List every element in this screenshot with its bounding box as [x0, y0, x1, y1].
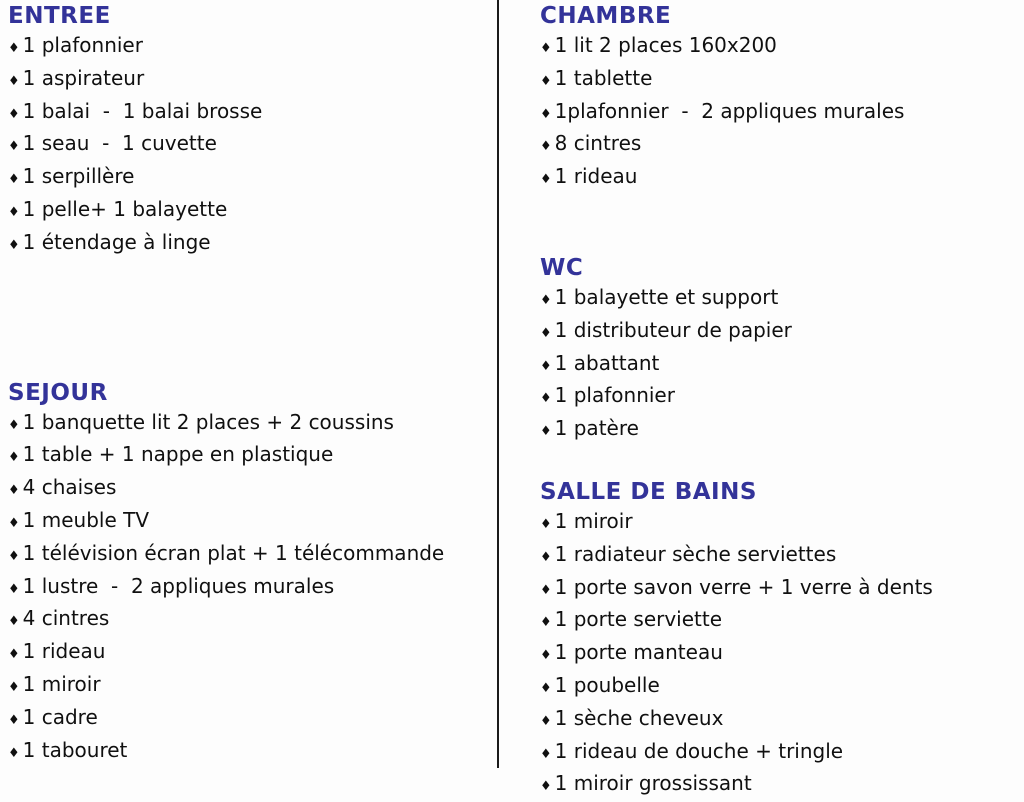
item-label: 1plafonnier - 2 appliques murales — [554, 98, 905, 123]
section-salle-de-bains — [540, 477, 1016, 802]
section-entree — [8, 1, 486, 261]
inventory-item — [8, 162, 486, 195]
section-title: CHAMBRE — [540, 3, 672, 29]
inventory-item — [8, 440, 486, 473]
diamond-bullet-icon: ♦ — [8, 237, 20, 253]
diamond-bullet-icon: ♦ — [540, 139, 552, 155]
inventory-item — [8, 604, 486, 637]
item-label: 4 cintres — [22, 606, 110, 631]
item-list — [540, 283, 1016, 447]
item-label: 1 rideau de douche + tringle — [554, 738, 844, 763]
item-label: 1 miroir grossissant — [554, 771, 752, 796]
inventory-item — [540, 381, 1016, 414]
diamond-bullet-icon: ♦ — [8, 548, 20, 564]
diamond-bullet-icon: ♦ — [540, 325, 552, 341]
item-list — [540, 31, 1016, 195]
item-label: 1 rideau — [22, 639, 106, 664]
item-label: 1 patère — [554, 416, 639, 441]
item-label: 1 distributeur de papier — [554, 317, 792, 342]
inventory-item — [540, 507, 1016, 540]
diamond-bullet-icon: ♦ — [8, 450, 20, 466]
section-title: ENTREE — [8, 3, 111, 29]
item-label: 1 porte manteau — [554, 640, 723, 665]
diamond-bullet-icon: ♦ — [8, 679, 20, 695]
inventory-item — [540, 316, 1016, 349]
section-wc — [540, 253, 1016, 447]
item-list — [8, 408, 486, 769]
diamond-bullet-icon: ♦ — [8, 712, 20, 728]
item-label: 1 cadre — [22, 704, 98, 729]
diamond-bullet-icon: ♦ — [8, 417, 20, 433]
section-title: SALLE DE BAINS — [540, 478, 757, 505]
section-title: SEJOUR — [8, 379, 108, 406]
column-left — [8, 1, 486, 768]
diamond-bullet-icon: ♦ — [540, 615, 552, 631]
item-label: 1 plafonnier — [22, 33, 143, 57]
inventory-item — [540, 671, 1016, 704]
diamond-bullet-icon: ♦ — [540, 713, 552, 729]
diamond-bullet-icon: ♦ — [8, 614, 20, 630]
item-list — [8, 31, 486, 261]
item-label: 1 aspirateur — [22, 65, 145, 90]
diamond-bullet-icon: ♦ — [540, 648, 552, 664]
diamond-bullet-icon: ♦ — [8, 483, 20, 499]
item-label: 1 miroir — [22, 671, 101, 696]
diamond-bullet-icon: ♦ — [540, 424, 552, 440]
item-label: 4 chaises — [22, 475, 117, 500]
column-right — [540, 1, 1016, 802]
item-label: 1 balayette et support — [554, 284, 779, 309]
item-label: 1 serpillère — [22, 164, 135, 189]
item-list — [540, 507, 1016, 802]
item-label: 1 étendage à linge — [22, 229, 211, 254]
item-label: 1 abattant — [554, 350, 660, 375]
inventory-item — [540, 97, 1016, 130]
inventory-item — [540, 540, 1016, 573]
inventory-item — [8, 670, 486, 703]
diamond-bullet-icon: ♦ — [8, 581, 20, 597]
inventory-item — [540, 283, 1016, 316]
diamond-bullet-icon: ♦ — [8, 172, 20, 188]
inventory-item — [540, 573, 1016, 606]
item-label: 1 porte serviette — [554, 607, 723, 632]
item-label: 1 poubelle — [554, 672, 660, 697]
section-sejour — [8, 378, 486, 769]
section-title: WC — [540, 254, 584, 281]
item-label: 1 miroir — [554, 508, 633, 533]
diamond-bullet-icon: ♦ — [8, 139, 20, 155]
item-label: 8 cintres — [554, 131, 642, 156]
inventory-item — [8, 506, 486, 539]
inventory-item — [540, 64, 1016, 97]
diamond-bullet-icon: ♦ — [8, 73, 20, 89]
diamond-bullet-icon: ♦ — [540, 358, 552, 374]
inventory-item — [540, 349, 1016, 382]
item-label: 1 télévision écran plat + 1 télécommande — [22, 540, 445, 565]
item-label: 1 meuble TV — [22, 507, 150, 532]
diamond-bullet-icon: ♦ — [540, 680, 552, 696]
item-label: 1 rideau — [554, 164, 638, 189]
inventory-item — [540, 414, 1016, 447]
item-label: 1 porte savon verre + 1 verre à dents — [554, 574, 933, 599]
diamond-bullet-icon: ♦ — [8, 41, 20, 56]
inventory-item — [540, 605, 1016, 638]
diamond-bullet-icon: ♦ — [540, 516, 552, 532]
diamond-bullet-icon: ♦ — [540, 582, 552, 598]
diamond-bullet-icon: ♦ — [540, 106, 552, 122]
inventory-item — [8, 97, 486, 130]
diamond-bullet-icon: ♦ — [540, 746, 552, 762]
inventory-item — [8, 129, 486, 162]
diamond-bullet-icon: ♦ — [8, 745, 20, 761]
inventory-item — [540, 129, 1016, 162]
inventory-item — [8, 539, 486, 572]
section-chambre — [540, 1, 1016, 195]
diamond-bullet-icon: ♦ — [540, 779, 552, 795]
inventory-item — [540, 638, 1016, 671]
inventory-item — [540, 769, 1016, 802]
diamond-bullet-icon: ♦ — [8, 106, 20, 122]
inventory-item — [8, 703, 486, 736]
inventory-item — [8, 64, 486, 97]
inventory-item — [8, 572, 486, 605]
item-label: 1 lustre - 2 appliques murales — [22, 573, 335, 598]
inventory-item — [8, 195, 486, 228]
column-divider — [497, 0, 499, 768]
diamond-bullet-icon: ♦ — [540, 549, 552, 565]
item-label: 1 lit 2 places 160x200 — [554, 33, 777, 57]
inventory-item — [8, 408, 486, 441]
item-label: 1 balai - 1 balai brosse — [22, 98, 263, 123]
diamond-bullet-icon: ♦ — [540, 73, 552, 89]
item-label: 1 seau - 1 cuvette — [22, 131, 217, 156]
inventory-item — [8, 473, 486, 506]
diamond-bullet-icon: ♦ — [8, 515, 20, 531]
diamond-bullet-icon: ♦ — [540, 41, 552, 56]
inventory-item — [540, 162, 1016, 195]
item-label: 1 plafonnier — [554, 383, 675, 408]
inventory-item — [8, 228, 486, 261]
inventory-item — [8, 31, 486, 64]
item-label: 1 radiateur sèche serviettes — [554, 541, 837, 566]
item-label: 1 sèche cheveux — [554, 705, 724, 730]
item-label: 1 tablette — [554, 65, 653, 90]
inventory-item — [8, 637, 486, 670]
inventory-item — [540, 31, 1016, 64]
inventory-item — [540, 704, 1016, 737]
item-label: 1 banquette lit 2 places + 2 coussins — [22, 409, 394, 434]
inventory-item — [540, 737, 1016, 770]
item-label: 1 tabouret — [22, 737, 128, 762]
diamond-bullet-icon: ♦ — [540, 391, 552, 407]
inventory-item — [8, 736, 486, 769]
item-label: 1 table + 1 nappe en plastique — [22, 442, 334, 467]
item-label: 1 pelle+ 1 balayette — [22, 196, 228, 221]
diamond-bullet-icon: ♦ — [8, 647, 20, 663]
diamond-bullet-icon: ♦ — [540, 172, 552, 188]
diamond-bullet-icon: ♦ — [540, 292, 552, 308]
diamond-bullet-icon: ♦ — [8, 204, 20, 220]
